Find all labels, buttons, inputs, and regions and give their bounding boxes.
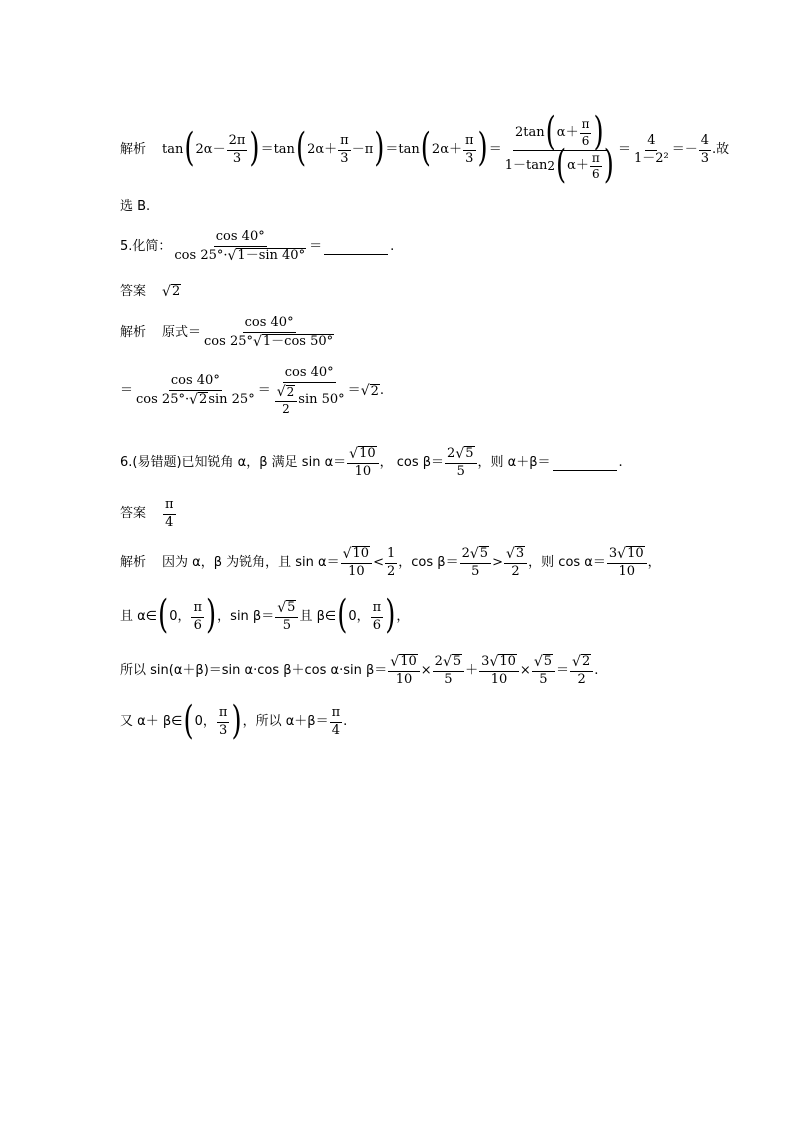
solution-label: 解析 (120, 554, 147, 570)
math-text: ＝tan (385, 141, 420, 157)
fraction: $\frac{4}{3}$ (700, 132, 710, 166)
math-text: ＝ (120, 382, 134, 398)
fraction: 2 √ 5 5 (445, 446, 476, 480)
math-text: 0， (348, 608, 370, 624)
math-text: < (373, 554, 384, 570)
solution-text: ，cos β＝ (398, 554, 459, 570)
math-text: ＝ (556, 662, 570, 678)
paren-right: ) (374, 126, 385, 172)
solution-cont-text: 选 B. (120, 199, 151, 214)
fraction: $\frac{1}{2}$ (386, 545, 396, 579)
solution-text: ，所以 α＋β＝ (242, 713, 329, 729)
fraction: 3 √ 10 10 (479, 654, 519, 688)
sqrt-expression: √ 2 (162, 284, 181, 300)
fraction: 2 √ 5 5 (460, 546, 491, 580)
question-tail: ，则 α＋β＝ (477, 454, 551, 470)
math-text: . (343, 713, 348, 729)
solution-text: ，sin β＝ (217, 608, 275, 624)
fraction: $\frac{\pi}{3}$ (218, 705, 228, 738)
math-text: × (519, 662, 531, 678)
fraction: $\frac{\pi}{4}$ (165, 497, 174, 530)
solution-text: 又 α＋ β∈ (120, 713, 183, 729)
answer-blank (324, 240, 388, 255)
paren-left: ( (184, 126, 195, 172)
fraction: cos 40° cos 25°· √ 1－sin 40° (174, 229, 306, 264)
math-text: tan (162, 141, 184, 157)
solution-6-line-2 (120, 593, 754, 639)
math-text: . (594, 662, 599, 678)
big-fraction: 2tan ( α＋ $\frac{\pi}{6}$ ) 1－tan 2 ( α＋ $\frac{\pi}{6}$ ) (504, 109, 614, 189)
fraction: $\frac{\pi}{3}$ (340, 132, 349, 166)
math-text: ＝ (617, 141, 631, 157)
fraction: √ 5 5 (275, 600, 298, 634)
math-text: ＝ (347, 382, 361, 398)
solution-text: 且 α∈ (120, 608, 158, 624)
question-prefix: 5.化简： (120, 238, 172, 254)
fraction: 2 √ 5 5 (433, 654, 464, 688)
paren-left: ( (183, 698, 194, 744)
math-text: . (618, 454, 623, 470)
math-text: 2α＋ (431, 141, 462, 157)
fraction: cos 40° √ 2 2 sin 50° (276, 365, 345, 417)
question-prefix: 6.(易错题)已知锐角 α，β 满足 sin α＝ (120, 454, 347, 470)
question-5 (120, 230, 754, 264)
solution-label: 解析 (120, 141, 147, 157)
solution-label: 解析 (120, 324, 147, 340)
fraction: √ 3 2 (504, 546, 527, 580)
math-text: ＝ (309, 238, 323, 254)
math-text: . (379, 382, 385, 398)
fraction: 3 √ 10 10 (607, 546, 647, 580)
answer-6 (120, 498, 754, 531)
answer-label: 答案 (120, 505, 147, 521)
answer-label: 答案 (120, 283, 147, 299)
math-text: > (492, 554, 503, 570)
paren-right: ) (385, 593, 396, 639)
math-text: ＝ (257, 382, 271, 398)
solution-text: ，则 cos α＝ (528, 554, 606, 570)
paren-left: ( (158, 593, 169, 639)
fraction: $\frac{4}{\text{1－2²}}$ (633, 132, 669, 166)
solution-5-line-1 (120, 316, 754, 350)
fraction: √ 10 10 (388, 654, 419, 688)
fraction: $\frac{2\pi}{3}$ (228, 132, 246, 166)
solution-text: 因为 α，β 为锐角，且 sin α＝ (162, 554, 340, 570)
paren-left: ( (420, 126, 431, 172)
fraction: $\frac{\pi}{6}$ (193, 599, 203, 633)
fraction: $\frac{\pi}{6}$ (372, 599, 382, 633)
math-text: 2α－ (195, 141, 226, 157)
solution-text: 所以 sin(α＋β)＝sin α·cos β＋cos α·sin β＝ (120, 662, 388, 678)
solution-4-line (120, 109, 754, 189)
math-text: ＋ (465, 662, 479, 678)
solution-lead: 原式＝ (162, 324, 202, 340)
fraction: √ 10 10 (341, 546, 372, 580)
paren-left: ( (295, 126, 307, 172)
question-6 (120, 446, 754, 480)
math-text: . (712, 141, 717, 157)
fraction: √ 10 10 (347, 446, 378, 480)
answer-5 (120, 284, 754, 300)
paren-right: ) (477, 126, 488, 172)
solution-text: 且 β∈ (299, 608, 337, 624)
fraction: $\frac{\pi}{3}$ (464, 132, 474, 166)
solution-6-line-1 (120, 546, 754, 580)
solution-4-cont (120, 200, 754, 215)
sqrt-expression: √ 2 (360, 383, 379, 400)
math-text: ， (396, 608, 410, 624)
answer-blank (553, 456, 617, 471)
paren-right: ) (206, 593, 217, 639)
question-mid: ， cos β＝ (379, 454, 445, 470)
fraction: √ 5 5 (532, 654, 555, 688)
math-text: ＝tan (260, 141, 295, 157)
math-text: ， (647, 554, 661, 570)
math-text: × (420, 662, 432, 678)
math-text: 0， (169, 608, 191, 624)
math-text: 0， (194, 713, 216, 729)
solution-6-line-4 (120, 698, 754, 744)
tail-text: 故 (716, 141, 730, 157)
fraction: cos 40° cos 25°· √ 2 sin 25° (136, 373, 255, 409)
math-text: －π (351, 141, 374, 157)
math-text: ＝ (488, 141, 502, 157)
solution-5-line-2 (120, 366, 754, 417)
paren-right: ) (231, 698, 242, 744)
paren-left: ( (337, 593, 348, 639)
fraction: √ 2 2 (570, 654, 593, 688)
solution-6-line-3 (120, 654, 754, 688)
math-text: 2α＋ (307, 141, 338, 157)
math-text: ＝－ (671, 141, 698, 157)
paren-right: ) (249, 126, 260, 172)
fraction: cos 40° cos 25° √ 1－cos 50° (204, 315, 334, 350)
math-text: . (390, 238, 395, 254)
fraction: $\frac{\pi}{4}$ (331, 705, 341, 738)
